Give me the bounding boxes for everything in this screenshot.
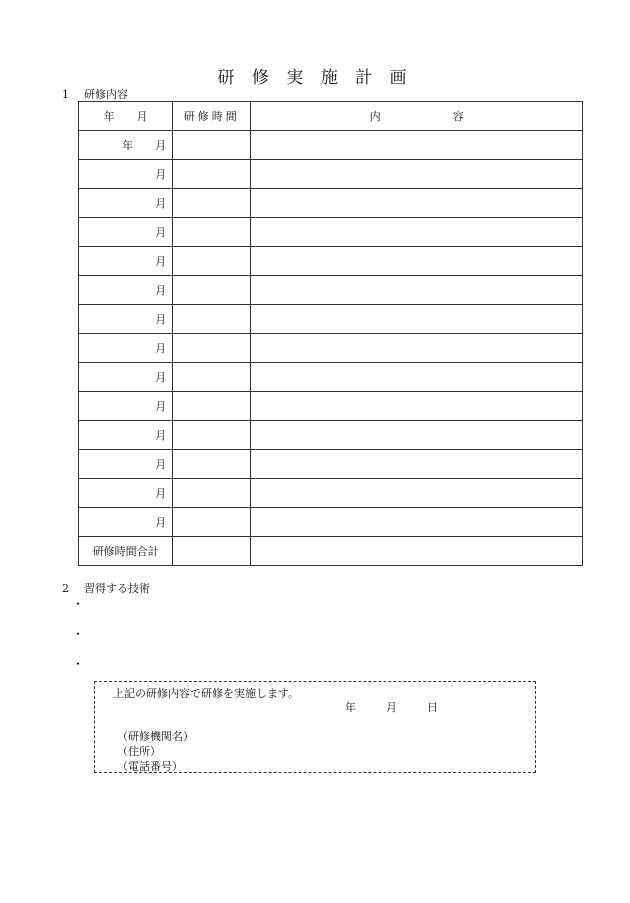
header-training-time: 研修時間 <box>173 102 251 131</box>
row-content-cell[interactable] <box>251 392 583 421</box>
table-row <box>79 334 583 363</box>
training-plan-table <box>78 101 583 566</box>
row-month-cell: 月 <box>79 508 173 537</box>
total-label: 研修時間合計 <box>79 537 173 566</box>
row-content-cell[interactable] <box>251 131 583 160</box>
skill-bullet: ・ <box>72 627 85 641</box>
table-row <box>79 450 583 479</box>
row-month-cell: 年 月 <box>79 131 173 160</box>
row-month-cell: 月 <box>79 479 173 508</box>
row-time-cell[interactable] <box>173 392 251 421</box>
table-total-row <box>79 537 583 566</box>
row-content-cell[interactable] <box>251 276 583 305</box>
org-phone-label: （電話番号） <box>117 760 183 773</box>
total-time-cell[interactable] <box>173 537 251 566</box>
row-month-cell: 月 <box>79 247 173 276</box>
section-2-heading <box>62 580 150 596</box>
table-row <box>79 392 583 421</box>
row-month-cell: 月 <box>79 363 173 392</box>
row-month-cell: 月 <box>79 276 173 305</box>
section-1-label: 研修内容 <box>84 88 128 101</box>
notice-statement: 上記の研修内容で研修を実施します。 <box>113 687 300 700</box>
row-content-cell[interactable] <box>251 334 583 363</box>
row-content-cell[interactable] <box>251 218 583 247</box>
date-year-label: 年 <box>345 701 356 714</box>
row-time-cell[interactable] <box>173 247 251 276</box>
row-time-cell[interactable] <box>173 508 251 537</box>
row-month-cell: 月 <box>79 392 173 421</box>
row-month-cell: 月 <box>79 160 173 189</box>
table-row <box>79 247 583 276</box>
row-month-cell: 月 <box>79 189 173 218</box>
header-content: 内 容 <box>251 102 583 131</box>
date-month-label: 月 <box>386 701 397 714</box>
row-content-cell[interactable] <box>251 189 583 218</box>
row-time-cell[interactable] <box>173 276 251 305</box>
table-row <box>79 160 583 189</box>
row-content-cell[interactable] <box>251 363 583 392</box>
row-content-cell[interactable] <box>251 421 583 450</box>
row-time-cell[interactable] <box>173 479 251 508</box>
row-time-cell[interactable] <box>173 363 251 392</box>
row-month-cell: 月 <box>79 421 173 450</box>
document-title: 研 修 実 施 計 画 <box>217 68 413 88</box>
row-time-cell[interactable] <box>173 189 251 218</box>
row-month-cell: 月 <box>79 450 173 479</box>
table-row <box>79 479 583 508</box>
table-row <box>79 131 583 160</box>
row-month-cell: 月 <box>79 334 173 363</box>
row-time-cell[interactable] <box>173 421 251 450</box>
table-row <box>79 276 583 305</box>
date-day-label: 日 <box>427 701 438 714</box>
table-row <box>79 218 583 247</box>
notice-organization-block <box>117 729 194 774</box>
implementation-notice-box <box>94 681 536 773</box>
row-time-cell[interactable] <box>173 218 251 247</box>
table-row <box>79 508 583 537</box>
table-row <box>79 305 583 334</box>
header-year-month: 年 月 <box>79 102 173 131</box>
section-1-heading <box>62 86 128 102</box>
table-header-row <box>79 102 583 131</box>
row-content-cell[interactable] <box>251 450 583 479</box>
section-2-number: 2 <box>62 582 69 595</box>
section-2-label: 習得する技術 <box>84 582 150 595</box>
table-row <box>79 363 583 392</box>
row-time-cell[interactable] <box>173 450 251 479</box>
row-time-cell[interactable] <box>173 160 251 189</box>
org-name-label: （研修機関名） <box>117 730 194 743</box>
row-content-cell[interactable] <box>251 160 583 189</box>
row-time-cell[interactable] <box>173 305 251 334</box>
row-time-cell[interactable] <box>173 334 251 363</box>
row-content-cell[interactable] <box>251 479 583 508</box>
skill-bullet: ・ <box>72 657 85 671</box>
row-content-cell[interactable] <box>251 508 583 537</box>
row-content-cell[interactable] <box>251 305 583 334</box>
skill-bullet: ・ <box>72 597 85 611</box>
section-1-number: 1 <box>62 88 69 101</box>
org-address-label: （住所） <box>117 745 161 758</box>
row-time-cell[interactable] <box>173 131 251 160</box>
row-month-cell: 月 <box>79 305 173 334</box>
row-month-cell: 月 <box>79 218 173 247</box>
table-row <box>79 189 583 218</box>
table-row <box>79 421 583 450</box>
total-content-cell[interactable] <box>251 537 583 566</box>
notice-date <box>345 699 468 715</box>
row-content-cell[interactable] <box>251 247 583 276</box>
